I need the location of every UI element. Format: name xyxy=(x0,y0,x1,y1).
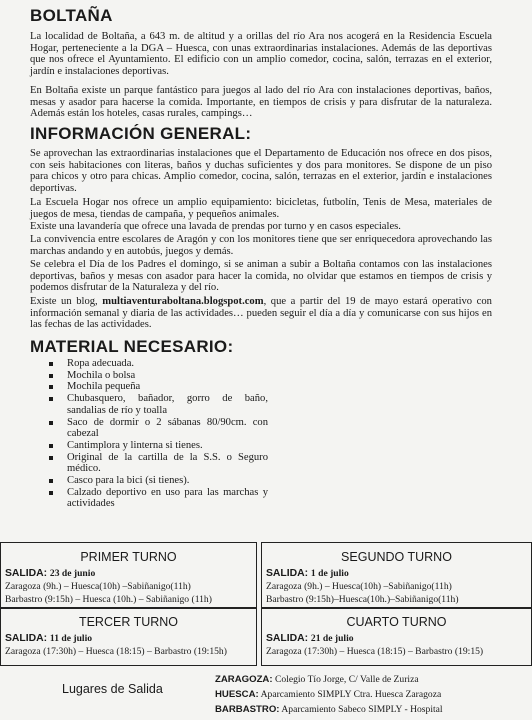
boltana-paragraph-1: La localidad de Boltaña, a 643 m. de altitud y a orillas del río Ara nos acogerá en la Residencia Escuela Hogar, perteneciente a la DGA – Huesca, con unas extraordinarias instalaciones. Además de las deportivas que nos ofrece el Ayuntamiento. El edificio con un amplio comedor, cocina, salón, terrazas en el exterior, jardín e instalaciones deportivas. xyxy=(30,31,492,77)
turno-date: 21 de julio xyxy=(310,633,354,644)
material-item: Cantimplora y linterna si tienes. xyxy=(48,440,268,452)
boltana-heading: BOLTAÑA xyxy=(30,6,113,25)
turno-box-primer xyxy=(0,542,257,608)
blog-link[interactable]: multiaventuraboltana.blogspot.com xyxy=(102,296,264,307)
turno-box-segundo xyxy=(261,542,532,608)
info-paragraph-2: La Escuela Hogar nos ofrece un amplio equipamiento: bicicletas, futbolín, Tenis de Mesa, materiales de juegos de mesa, tiendas de campaña, y pequeños animales. xyxy=(30,197,492,220)
turno-box-cuarto xyxy=(261,608,532,666)
turno-title: SEGUNDO TURNO xyxy=(341,550,452,564)
lugar-huesca: HUESCA: Aparcamiento SIMPLY Ctra. Huesca Zaragoza xyxy=(215,689,442,700)
blog-text-pre: Existe un blog, xyxy=(30,296,103,307)
info-paragraph-3: Existe una lavandería que ofrece una lavada de prendas por turno y en casos especiales. xyxy=(30,221,401,232)
turno-route: Zaragoza (9h.) – Huesca(10h) –Sabiñanigo(11h) xyxy=(266,581,452,592)
boltana-paragraph-2: En Boltaña existe un parque fantástico para juegos al lado del río Ara con instalaciones deportivas, baños, mesas y asador para hacerse la comida. Importante, en tiempos de crisis y para disfrutar de la naturaleza. Además están los hoteles, casas rurales, campings… xyxy=(30,85,492,120)
material-item: Casco para la bici (si tienes). xyxy=(48,475,268,487)
turno-salida: SALIDA: 11 de julio xyxy=(5,633,93,644)
info-heading: INFORMACIÓN GENERAL: xyxy=(30,124,252,143)
material-item: Mochila o bolsa xyxy=(48,370,268,382)
material-item: Ropa adecuada. xyxy=(48,358,268,370)
turno-salida: SALIDA: 21 de julio xyxy=(266,633,354,644)
turno-date: 1 de julio xyxy=(310,568,349,579)
blog-text-post: , que a partir del 19 de mayo estará operativo con información semanal y diaria de las actividades… pueden seguir el día a día y comunicarse con sus hijos en las fechas de las actividades. xyxy=(30,296,492,331)
turno-route: Zaragoza (17:30h) – Huesca (18:15) – Barbastro (19:15h) xyxy=(5,646,227,657)
info-paragraph-5: Se celebra el Día de los Padres el domingo, si se animan a subir a Boltaña contamos con las instalaciones deportivas, baños y mesas con asador para hacer la comida, no olvidar que estamos en tiempos de crisis y podemos disfrutar de la Naturaleza y del río. xyxy=(30,259,492,294)
material-item: Original de la cartilla de la S.S. o Seguro médico. xyxy=(48,452,268,475)
material-item: Mochila pequeña xyxy=(48,381,268,393)
lugar-zaragoza: ZARAGOZA: Colegio Tío Jorge, C/ Valle de Zuriza xyxy=(215,674,419,685)
material-list xyxy=(48,358,268,510)
material-heading: MATERIAL NECESARIO: xyxy=(30,337,234,356)
turno-route: Zaragoza (17:30h) – Huesca (18:15) – Barbastro (19:15) xyxy=(266,646,484,657)
turno-title: CUARTO TURNO xyxy=(346,615,447,629)
info-paragraph-4: La convivencia entre escolares de Aragón y con los monitores tiene que ser enriquecedora aprovechando las marchas andando y en autobús, juegos y demás. xyxy=(30,234,492,257)
turno-route: Barbastro (9:15h) – Huesca (10h.) – Sabiñanigo (11h) xyxy=(5,594,212,605)
turno-salida: SALIDA: 23 de junio xyxy=(5,568,96,579)
lugar-barbastro: BARBASTRO: Aparcamiento Sabeco SIMPLY - Hospital xyxy=(215,704,443,715)
info-paragraph-1: Se aprovechan las extraordinarias instalaciones que el Departamento de Educación nos ofrece en dos pisos, con seis habitaciones con literas, baños y duchas suficientes y dos para monitores. Se dispone de un piso para chicos y otro para chicas. Amplio comedor, cocina, salón, terrazas en el exterior, jardín e instalaciones deportivas. xyxy=(30,148,492,194)
turno-title: TERCER TURNO xyxy=(78,615,179,629)
info-paragraph-6 xyxy=(30,296,492,331)
turno-date: 23 de junio xyxy=(49,568,96,579)
turno-title: PRIMER TURNO xyxy=(80,550,177,564)
material-item: Saco de dormir o 2 sábanas 80/90cm. con cabezal xyxy=(48,417,268,440)
turno-route: Barbastro (9:15h)–Huesca(10h.)–Sabiñanigo(11h) xyxy=(266,594,459,605)
turno-box-tercer xyxy=(0,608,257,666)
turno-date: 11 de julio xyxy=(49,633,93,644)
lugares-title: Lugares de Salida xyxy=(62,682,163,696)
material-item: Calzado deportivo en uso para las marchas y actividades xyxy=(48,487,268,510)
material-item: Chubasquero, bañador, gorro de baño, sandalias de río y toalla xyxy=(48,393,268,416)
turno-salida: SALIDA: 1 de julio xyxy=(266,568,349,579)
turno-route: Zaragoza (9h.) – Huesca(10h) –Sabiñanigo(11h) xyxy=(5,581,191,592)
